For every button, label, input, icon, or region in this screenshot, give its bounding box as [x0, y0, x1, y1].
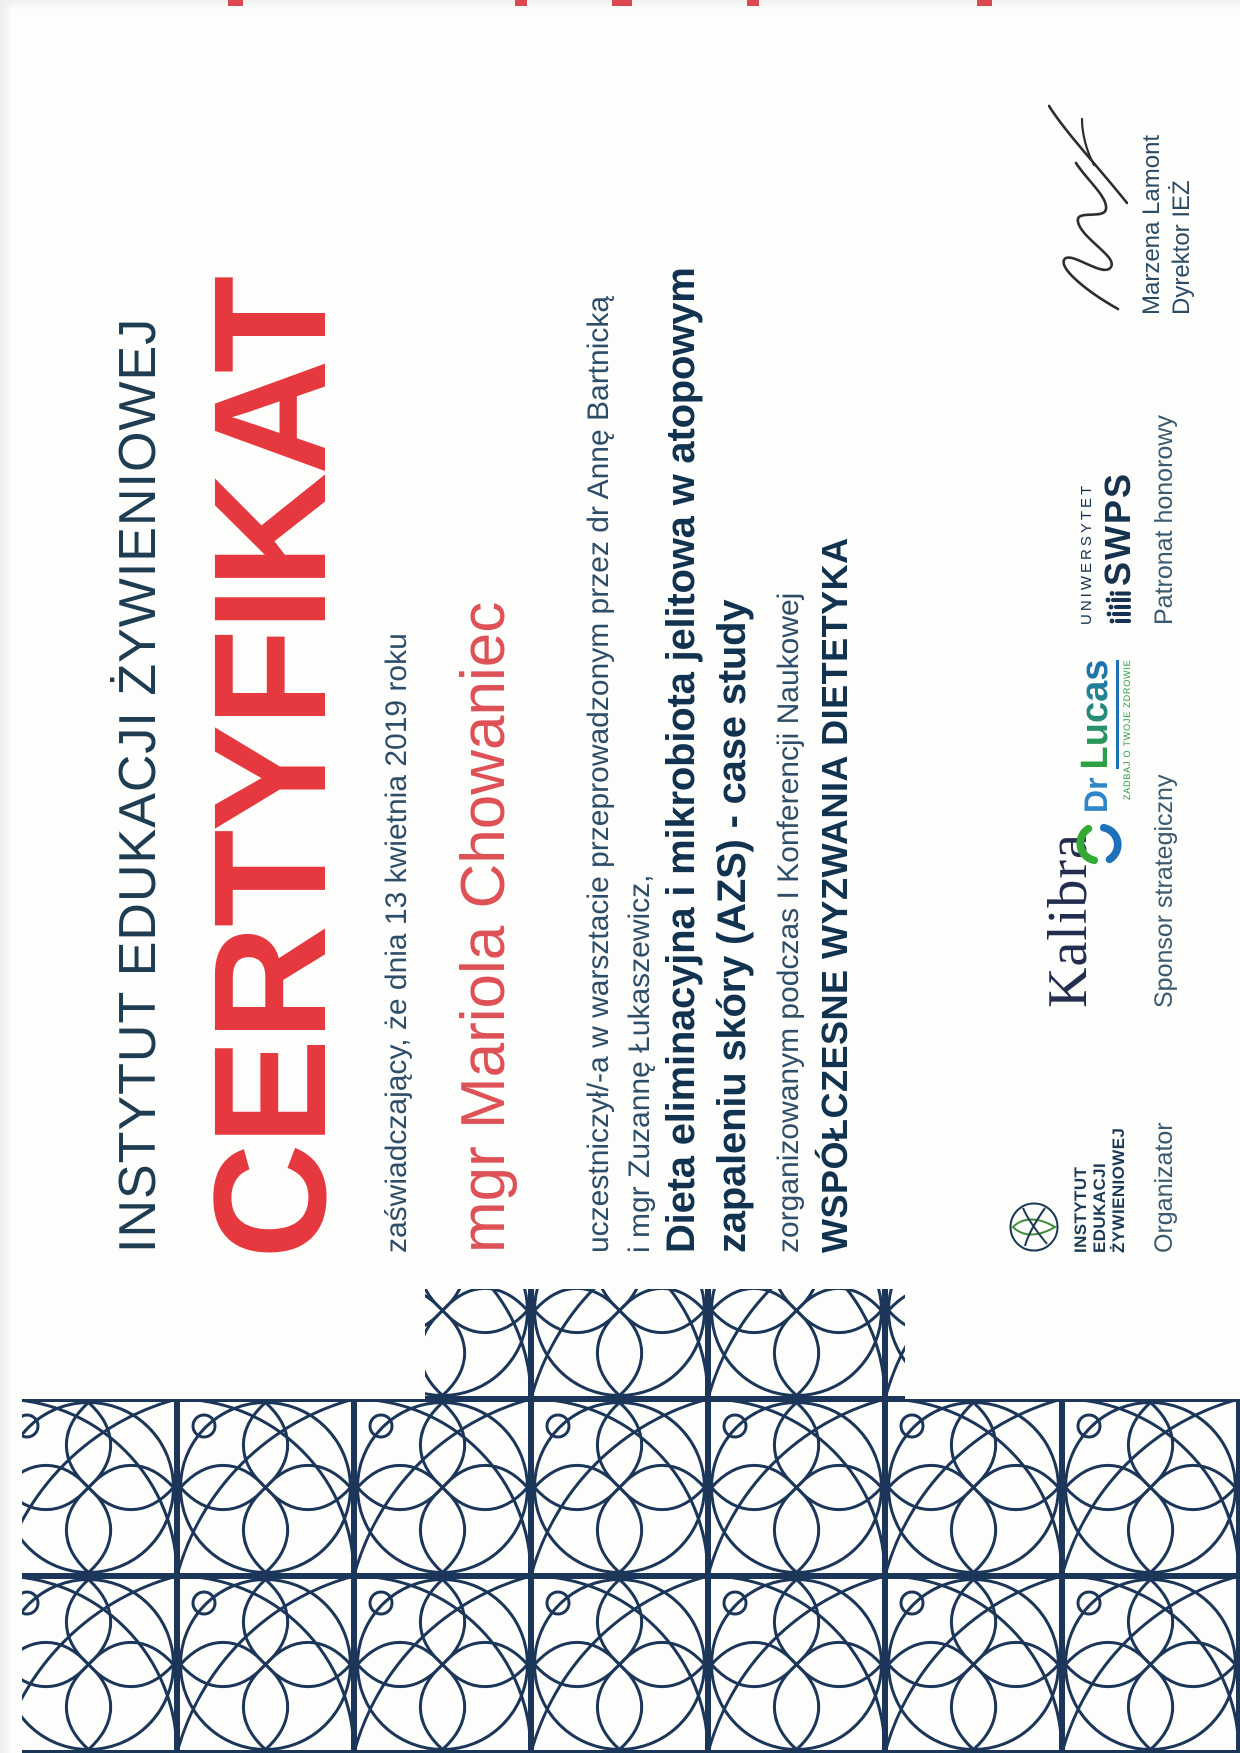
sponsor-label: Sponsor strategiczny [1150, 774, 1178, 1008]
red-edge-mark [977, 0, 992, 6]
recipient-name: mgr Mariola Chowaniec [449, 601, 518, 1253]
organizer-logo [1008, 1128, 1128, 1253]
signature-scribble [1048, 100, 1128, 315]
signature-block [1048, 100, 1197, 315]
dr-lucas-tagline: ZADBAJ O TWOJE ZDROWIE [1122, 659, 1132, 801]
participation-line-2: i mgr Zuzannę Łukaszewicz, [623, 874, 656, 1253]
red-edge-mark [228, 0, 243, 6]
signatory-role: Dyrektor IEŻ [1168, 180, 1195, 315]
workshop-title-line-1: Dieta eliminacyjna i mikrobiota jelitowa w atopowym [659, 267, 703, 1253]
organizer-logo-line-2: EDUKACJI [1090, 1162, 1109, 1253]
organizer-logo-line-3: ŻYWIENIOWEJ [1109, 1127, 1128, 1253]
organizer-label: Organizator [1150, 1122, 1178, 1253]
dr-lucas-name-text: Lucas [1076, 660, 1119, 770]
iez-leaf-emblem-icon [1008, 1201, 1060, 1253]
statement-line: zaświadczający, że dnia 13 kwietnia 2019 roku [380, 633, 413, 1253]
dr-lucas-dr-text: Dr [1078, 777, 1114, 813]
scan-edge [0, 0, 12, 1753]
decorative-leaf-pattern [0, 1283, 1240, 1753]
signatory-name: Marzena Lamont [1138, 134, 1165, 315]
swps-brand-text: SWPS [1097, 471, 1138, 586]
participation-text [578, 296, 660, 1253]
red-edge-mark [515, 0, 527, 6]
swps-people-icon [1104, 591, 1132, 625]
swps-university-text: UNIWERSYTET [1078, 482, 1095, 625]
kalibra-logo: Kalibra [1037, 833, 1099, 1008]
patron-label: Patronat honorowy [1150, 415, 1178, 625]
participation-line-1: uczestniczył/-a w warsztacie przeprowadzonym przez dr Annę Bartnicką [582, 295, 615, 1253]
workshop-title-line-2: zapaleniu skóry (AZS) - case study [710, 599, 754, 1253]
event-line: zorganizowanym podczas I Konferencji Naukowej [772, 592, 805, 1253]
dr-lucas-logo [1076, 660, 1132, 867]
certificate-title: CERTYFIKAT [180, 277, 359, 1259]
red-edge-mark [612, 0, 632, 6]
dr-lucas-swirl-icon [1076, 821, 1122, 867]
conference-name: WSPÓŁCZESNE WYZWANIA DIETETYKA [814, 537, 855, 1253]
issuer-name: INSTYTUT EDUKACJI ŻYWIENIOWEJ [109, 317, 167, 1253]
workshop-title [656, 267, 758, 1253]
organizer-logo-line-1: INSTYTUT [1071, 1166, 1090, 1253]
red-edge-mark [747, 0, 759, 6]
swps-logo [1078, 472, 1139, 625]
